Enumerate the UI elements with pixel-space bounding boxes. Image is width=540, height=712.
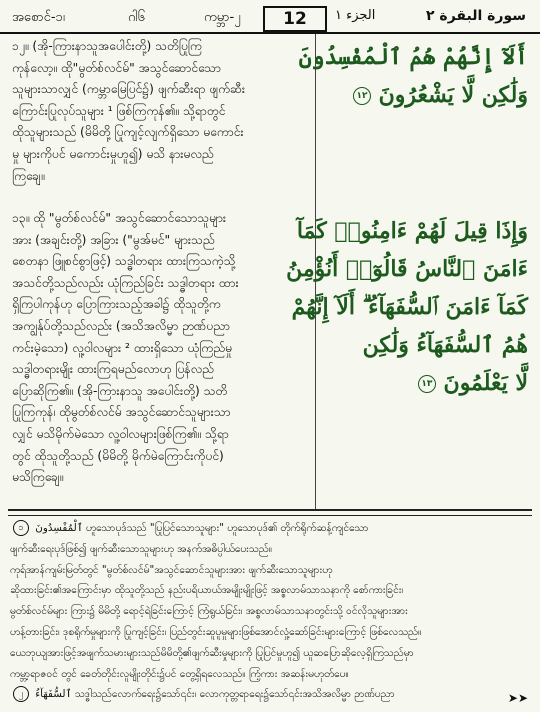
text-line: တွင် ထိုသူတို့သည် (မိမိတို့ မိုက်မဲကြောင်းကိုပင်) [12, 448, 224, 463]
continue-arrow-icon: ➤➤ [507, 691, 528, 705]
text-line: ကြချေ။ [12, 168, 45, 183]
footnote-divider-thin [8, 515, 532, 516]
footnote-text: မွတ်စ်လင်မ်များ ကြား၌ မိမိတို့ ရောင့်ရဲခြင်းကြောင့် ကြံရွယ်ခြင်း၊ အစ္စလာမ်သာသနာတွင်းသို့ ဝင်လိုသူများအား [10, 605, 408, 618]
text-line: ၁၂။ (အို-ကြားနာသူအပေါင်းတို့) သတိပြုကြ [12, 39, 202, 53]
arabic-line: كَمَآ ءَامَنَ ٱلسُّفَهَآءُ ۗ أَلَآ إِنَّهُمْ [291, 294, 528, 320]
arabic-verse-12 [298, 38, 528, 114]
translation-verse-13 [12, 208, 307, 489]
footnote-text: ကုရ်အာန်ကျမ်းမြတ်တွင် "မွတ်စ်လင်မ်"အသွင်ဆောင်သူများအား ဖျက်ဆီးသောသူများဟု [10, 563, 333, 576]
text-line: ပြောဆိုကြ၏။ (အို-ကြားနာသူ အပေါင်းတို့) သတိ [12, 383, 228, 398]
arabic-verse-13 [286, 212, 528, 402]
text-line: ၁၃။ ထို "မွတ်စ်လင်မ်" အသွင်ဆောင်သောသူများ [12, 211, 226, 225]
header-surah: سورة البقرة ٢ [426, 8, 526, 24]
arabic-line [318, 76, 528, 114]
text-line: အကျွန်ုပ်တို့သည်လည်း (အသိအလိမ္မာ ဉာဏ်ပညာ [12, 318, 230, 333]
text-line: လျှင် မသိမိုက်မဲသော လူ့ဝါလများဖြစ်ကြ၏။ သို့ရာ [12, 426, 229, 441]
text-line: ရှိကြပါကုန်ဟု ပြောကြားသည့်အခါ၌ ထိုသူတို့က [12, 297, 221, 312]
footnote-2-marker: ၂ [13, 686, 29, 702]
text-line: အား (အချင်းတို့) အခြား ("မွအ်မင်" များသည် [12, 232, 215, 247]
footnote-text: ٱلسُّفَهَآءُ သဒ္ဓါသည်လောက်ရေး၌သော်၎င်း၊ လောကုတ္တရာရေး၌သော်၎င်းအသိအလိမ္မာ ဉာဏ်ပညာ [35, 688, 395, 701]
footnote-text: ٱلْمُفْسِدُونَ ဟူသောပုဒ်သည် "ပြုပြင်သောသူများ" ဟူသောပုဒ်၏ တိုက်ရိုက်ဆန့်ကျင်သော [35, 522, 369, 534]
text-line: သဒ္ဓါတရားမျိုး ထားကြရမည်လောဟု ပြန်လည် [12, 362, 214, 377]
header-section: ကမ္ဘာ-၂ [204, 10, 241, 25]
footnote-text: ယေဘုယျအားဖြင့်အဖျက်သမားများသည်မိမိတို့၏ဖျက်ဆီးမှုများကို ပြုပြင်မှုဟူ၍ ယူဆပြောဆိုလေ့ရှိကြသည်မှာ [10, 646, 414, 659]
footnote-2-line [10, 684, 530, 705]
text-line: သူများသာလျှင် (ကမ္ဘာမြေပြင်၌) ဖျက်ဆီးရာ ဖျက်ဆီး [12, 82, 245, 97]
verse-number-12: ١٢ [353, 87, 371, 105]
verse-number-13: ١٣ [418, 375, 436, 393]
footnote-text: ကမ္ဘာ့ရာဇဝင် တွင် ခေတ်တိုင်းလူမျိုးတိုင်း၌ပင် တွေ့ရှိရလေသည်။ ကြံ့ကား အဆန်းမဟုတ်ပေ။ [10, 667, 349, 680]
arabic-line: وَإِذَا قِيلَ لَهُمْ ءَامِنُوا۟ كَمَآ [296, 218, 528, 244]
text-line: မသိကြချေ။ [12, 470, 64, 485]
footnote-text: ဖျက်ဆီးရေးပုဒ်ဖြစ်၍ ဖျက်ဆီးသောသူများဟု အနက်အဓိပ္ပါယ်ပေးသည်။ [10, 542, 272, 555]
text-line: ကုန်လော့။ ထို"မွတ်စ်လင်မ်" အသွင်ဆောင်သော [12, 60, 221, 75]
text-line: ကြောင်းပြုလုပ်သူများ ¹ ဖြစ်ကြကုန်၏။ သို့ရာတွင် [12, 103, 226, 118]
page-header [0, 0, 540, 34]
text-line: ထိုသူများသည် (မိမိတို့ ပြုကျင့်လျက်ရှိသော မကောင်း [12, 125, 244, 140]
arabic-line: أَلَآ إِنَّهُمْ هُمُ ٱلْمُفْسِدُونَ [298, 44, 528, 70]
header-volume: အစောင်-၁၊ [12, 10, 65, 25]
text-line: စေတနာ ဖြူစင်စွာဖြင့်) သဒ္ဓါတရား ထားကြသကဲ့သို့ [12, 254, 236, 269]
header-juz: الجزء ١ [335, 8, 376, 23]
text-line: ပြုကြကုန်၊ ထိုမွတ်စ်လင်မ် အသွင်ဆောင်သူများသာ [12, 405, 231, 420]
text-line: မှု များကိုပင် မကောင်းမှုဟူ၍) မသိ နားမလည် [12, 146, 214, 161]
page-number: 12 [263, 6, 327, 32]
footnotes [10, 518, 530, 705]
text-line: ကင်းမဲ့သော) လူ့ဝါလများ ² ထားရှိသော ယုံကြည်မှု [12, 340, 232, 355]
footnote-divider [8, 509, 532, 511]
translation-verse-12 [12, 36, 307, 187]
footnote-text: ဟန့်တားခြင်း၊ ဒုစရိုက်မှုများကို ပြုကျင့်ခြင်း၊ ပြည်တွင်းဆူပူမှုများဖြစ်အောင်လှုံ့ဆော်ခြင်းများကြောင့် ဖြစ်လေသည်။ [10, 625, 422, 638]
arabic-line-text: وَلَٰكِن لَّا يَشْعُرُونَ [378, 82, 528, 108]
arabic-line: ءَامَنَ ٱلنَّاسُ قَالُوٓا۟ أَنُؤْمِنُ [286, 256, 528, 282]
arabic-line [318, 364, 528, 402]
footnote-1-line [10, 518, 530, 539]
arabic-line: هُمُ ٱلسُّفَهَآءُ وَلَٰكِن [362, 332, 528, 358]
arabic-line-text: لَّا يَعْلَمُونَ [443, 370, 528, 396]
footnote-1-marker: ၁ [13, 520, 29, 536]
text-line: အသင်တို့သည်လည်း ယုံကြည်ခြင်း သဒ္ဓါတရား ထား [12, 275, 239, 290]
header-chapter: ဂါ၆ [128, 10, 145, 25]
footnote-text: ဆိုထားခြင်း၏အကြောင်းမှာ ထိုသူတို့သည် နည်းပရိယာယ်အမျိုးမျိုးဖြင့် အစ္စလာမ်သာသနာကို စော်ကားခြင်း၊ [10, 584, 404, 597]
